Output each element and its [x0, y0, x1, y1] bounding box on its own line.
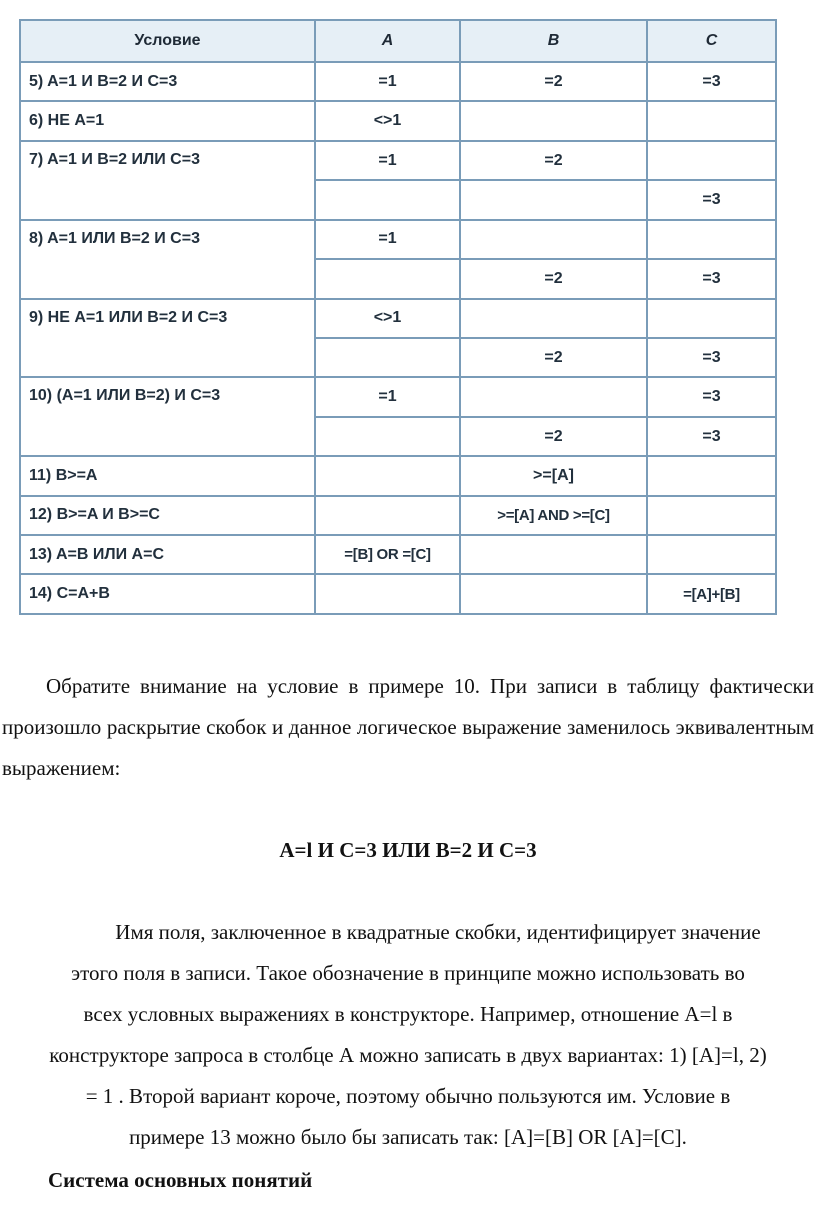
paragraph-line: = 1 . Второй вариант короче, поэтому обычно пользуются им. Условие в: [85, 1084, 731, 1108]
cell-10-a1: =1: [315, 377, 460, 416]
table-row: [20, 535, 776, 574]
cond-10: 10) (A=1 ИЛИ B=2) И C=3: [20, 377, 315, 456]
table-row: [20, 220, 776, 259]
cell-12-c: [647, 496, 776, 535]
cond-11: 11) B>=A: [20, 456, 315, 495]
cell-6-a: <>1: [315, 101, 460, 140]
cell-11-b: >=[A]: [460, 456, 647, 495]
paragraph-note-example-10: Обратите внимание на условие в примере 10. При записи в таблицу фактически произошло раскрытие скобок и данное логическое выражение заменилось эквивалентным выражением:: [2, 674, 814, 780]
cell-9-c2: =3: [647, 338, 776, 377]
cell-13-a: =[B] OR =[C]: [315, 535, 460, 574]
cell-9-b2: =2: [460, 338, 647, 377]
cell-13-c: [647, 535, 776, 574]
paragraph-line: всех условных выражениях в конструкторе. Например, отношение А=l в: [83, 1002, 733, 1026]
cell-7-c1: [647, 141, 776, 180]
cell-9-a2: [315, 338, 460, 377]
equivalent-formula: А=l И С=3 ИЛИ В=2 И С=3: [279, 838, 537, 862]
header-b: B: [460, 20, 647, 62]
table-row: [20, 101, 776, 140]
cell-13-b: [460, 535, 647, 574]
header-c: C: [647, 20, 776, 62]
paragraph-line: Имя поля, заключенное в квадратные скобки, идентифицирует значение: [115, 920, 761, 944]
cell-8-b1: [460, 220, 647, 259]
paragraph-line: примере 13 можно было бы записать так: [A]=[B] OR [A]=[C].: [129, 1125, 687, 1149]
cond-9: 9) НЕ A=1 ИЛИ B=2 И C=3: [20, 299, 315, 378]
conditions-table: [19, 19, 777, 615]
table-row: [20, 299, 776, 338]
cell-7-b2: [460, 180, 647, 219]
cell-10-a2: [315, 417, 460, 456]
cell-14-b: [460, 574, 647, 614]
cell-6-c: [647, 101, 776, 140]
cond-12: 12) B>=A И B>=C: [20, 496, 315, 535]
table-row: [20, 141, 776, 180]
cell-14-c: =[A]+[B]: [647, 574, 776, 614]
paragraph-line: конструкторе запроса в столбце А можно записать в двух вариантах: 1) [A]=l, 2): [49, 1043, 767, 1067]
cell-12-b: >=[A] AND >=[C]: [460, 496, 647, 535]
table-row: [20, 456, 776, 495]
paragraph-field-names: [0, 912, 816, 1158]
table-row: [20, 496, 776, 535]
cond-13: 13) A=B ИЛИ A=C: [20, 535, 315, 574]
cell-7-a1: =1: [315, 141, 460, 180]
cell-8-c1: [647, 220, 776, 259]
cell-10-b2: =2: [460, 417, 647, 456]
cell-8-b2: =2: [460, 259, 647, 298]
table-row: [20, 377, 776, 416]
table-row: [20, 574, 776, 614]
cell-7-c2: =3: [647, 180, 776, 219]
cell-5-c: =3: [647, 62, 776, 101]
header-a: A: [315, 20, 460, 62]
cell-8-a2: [315, 259, 460, 298]
cell-12-a: [315, 496, 460, 535]
cell-7-a2: [315, 180, 460, 219]
cell-8-a1: =1: [315, 220, 460, 259]
cell-5-a: =1: [315, 62, 460, 101]
cell-14-a: [315, 574, 460, 614]
table-header-row: [20, 20, 776, 62]
table-row: [20, 62, 776, 101]
cell-11-c: [647, 456, 776, 495]
cell-10-b1: [460, 377, 647, 416]
cond-7: 7) A=1 И B=2 ИЛИ C=3: [20, 141, 315, 220]
cell-7-b1: =2: [460, 141, 647, 180]
header-condition: Условие: [20, 20, 315, 62]
cell-9-c1: [647, 299, 776, 338]
cond-8: 8) A=1 ИЛИ B=2 И C=3: [20, 220, 315, 299]
paragraph-line: этого поля в записи. Такое обозначение в принципе можно использовать во: [71, 961, 745, 985]
cell-8-c2: =3: [647, 259, 776, 298]
cell-10-c2: =3: [647, 417, 776, 456]
cell-11-a: [315, 456, 460, 495]
cond-5: 5) A=1 И B=2 И C=3: [20, 62, 315, 101]
section-heading: Система основных понятий: [48, 1168, 313, 1192]
cell-9-a1: <>1: [315, 299, 460, 338]
cell-5-b: =2: [460, 62, 647, 101]
cell-10-c1: =3: [647, 377, 776, 416]
cell-9-b1: [460, 299, 647, 338]
cond-14: 14) C=A+B: [20, 574, 315, 614]
cond-6: 6) НЕ A=1: [20, 101, 315, 140]
cell-6-b: [460, 101, 647, 140]
